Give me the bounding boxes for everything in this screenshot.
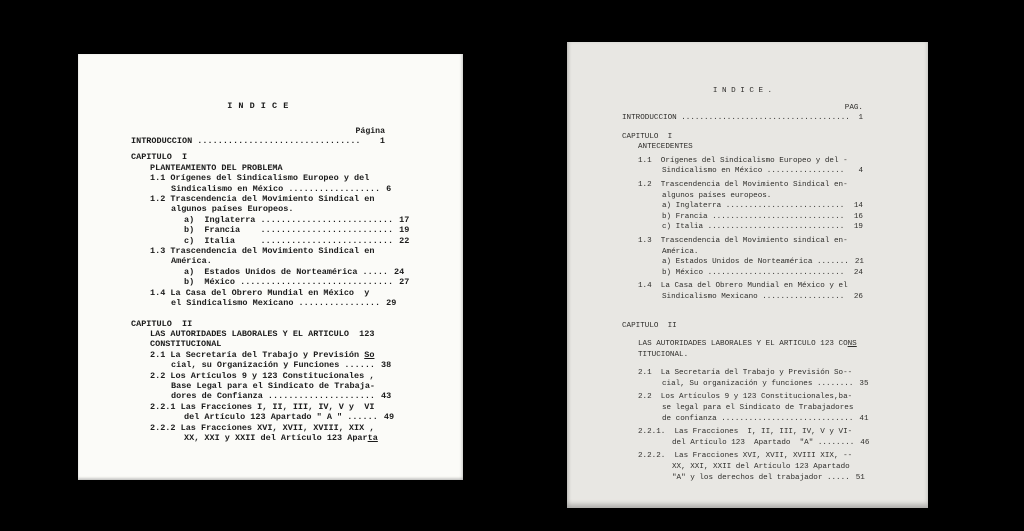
toc-line-text: 1.1 Orígenes del Sindicalismo Europeo y del - bbox=[638, 156, 848, 165]
toc-line bbox=[622, 462, 863, 473]
toc-line-text: América. bbox=[171, 256, 212, 267]
toc-line bbox=[622, 156, 863, 167]
toc-line-text: 1.2 Trascendencia del Movimiento Sindical en- bbox=[638, 180, 848, 189]
right-page-column-label: PAG. bbox=[844, 104, 863, 112]
toc-line bbox=[131, 173, 385, 183]
toc-line-text: cial, Su organización y funciones ........ bbox=[662, 379, 854, 388]
toc-line bbox=[622, 257, 863, 268]
toc-page-number: 49 bbox=[383, 412, 395, 423]
toc-page-number: 27 bbox=[399, 277, 410, 288]
toc-line-text: CAPITULO II bbox=[622, 321, 677, 330]
toc-line bbox=[131, 319, 385, 329]
toc-line-text: 2.2 Los Artículos 9 y 123 Constitucionales , bbox=[150, 370, 375, 381]
toc-line bbox=[622, 268, 863, 279]
toc-line bbox=[622, 392, 863, 403]
toc-page-number: 16 bbox=[853, 212, 863, 221]
toc-page-number: 24 bbox=[853, 268, 863, 277]
toc-line-text: LAS AUTORIDADES LABORALES Y EL ARTICULO 123 CO bbox=[638, 340, 848, 349]
toc-line-text: a) Estados Unidos de Norteamérica ....... bbox=[662, 258, 849, 267]
toc-line bbox=[622, 132, 863, 143]
toc-line-underlined-suffix: NS bbox=[847, 340, 857, 349]
toc-line-text: INTRODUCCION ..................................... bbox=[622, 114, 850, 122]
toc-line-text: b) México .............................. bbox=[662, 268, 845, 277]
toc-line bbox=[131, 350, 385, 360]
toc-line-text: ANTECEDENTES bbox=[638, 143, 693, 152]
toc-line bbox=[622, 451, 863, 462]
toc-line-text: algunos países Europeos. bbox=[171, 204, 294, 215]
toc-line-text: Base Legal para el Sindicato de Trabaja- bbox=[171, 380, 376, 391]
toc-page-number: 1 bbox=[379, 136, 385, 146]
toc-line bbox=[131, 329, 385, 339]
toc-line-text: Sindicalismo en México .................. bbox=[171, 183, 381, 194]
right-page-toc bbox=[622, 113, 870, 483]
toc-line bbox=[622, 113, 863, 124]
toc-page-number: 19 bbox=[853, 223, 863, 232]
toc-line-text: a) Estados Unidos de Norteamérica ..... bbox=[184, 266, 389, 277]
toc-line-text: 2.2.1 Las Fracciones I, II, III, IV, V y VI bbox=[150, 401, 375, 412]
toc-line bbox=[622, 339, 863, 350]
toc-line bbox=[622, 368, 863, 379]
toc-line bbox=[131, 246, 385, 256]
toc-page-number: 38 bbox=[381, 360, 392, 371]
toc-line-text: 2.2.1. Las Fracciones I, II, III, IV, V y VI- bbox=[638, 428, 853, 437]
toc-line-text: b) Francia .......................... bbox=[184, 225, 394, 236]
toc-page-number: 46 bbox=[860, 438, 870, 447]
toc-page-number: 26 bbox=[853, 292, 863, 301]
toc-line bbox=[131, 391, 392, 402]
left-page-toc bbox=[131, 136, 410, 443]
toc-line-text: a) Inglaterra .......................... bbox=[662, 202, 845, 211]
toc-line-text: XX, XXI, XXII del Artículo 123 Apartado bbox=[672, 463, 850, 472]
toc-line bbox=[131, 194, 385, 204]
toc-line-text: del Artículo 123 Apartado "A" ........ bbox=[672, 438, 855, 447]
toc-page-number: 14 bbox=[853, 202, 863, 211]
toc-page-number: 24 bbox=[394, 266, 405, 277]
toc-line-text: c) Italia .............................. bbox=[662, 223, 845, 232]
toc-line-text: 1.2 Trascendencia del Movimiento Sindical en bbox=[150, 194, 375, 205]
toc-line bbox=[622, 403, 863, 414]
toc-page-number: 6 bbox=[386, 183, 392, 194]
toc-line bbox=[131, 235, 410, 246]
toc-line-text: b) México .............................. bbox=[184, 277, 394, 288]
right-page-content bbox=[622, 87, 870, 483]
toc-line-text: CONSTITUCIONAL bbox=[150, 339, 222, 350]
toc-line bbox=[622, 222, 863, 233]
toc-line bbox=[622, 166, 863, 177]
toc-line bbox=[131, 136, 385, 146]
left-page-title: I N D I C E bbox=[227, 101, 289, 111]
toc-page-number: 1 bbox=[858, 114, 863, 122]
toc-page-number: 41 bbox=[859, 414, 869, 423]
toc-line bbox=[622, 414, 869, 425]
toc-line-text: algunos países europeos. bbox=[662, 191, 772, 200]
toc-line-text: TITUCIONAL. bbox=[638, 350, 689, 359]
toc-line bbox=[622, 212, 863, 223]
toc-line bbox=[622, 236, 863, 247]
toc-line bbox=[131, 381, 385, 391]
toc-line bbox=[131, 339, 385, 349]
toc-line-text: 2.1 La Secretaría del Trabajo y Previsión bbox=[150, 349, 365, 360]
toc-line bbox=[622, 191, 863, 202]
toc-line bbox=[131, 360, 392, 371]
toc-line bbox=[131, 402, 385, 412]
toc-line bbox=[131, 371, 385, 381]
toc-line-text: dores de Confianza ..................... bbox=[171, 391, 376, 402]
toc-line-text: INTRODUCCION ................................ bbox=[131, 136, 361, 146]
toc-line-text: CAPITULO II bbox=[131, 318, 193, 329]
toc-line bbox=[622, 379, 869, 390]
toc-line bbox=[131, 225, 410, 236]
toc-line-underlined-suffix: So bbox=[364, 349, 375, 360]
toc-line-text: 1.4 La Casa del Obrero Mundial en México y bbox=[150, 287, 370, 298]
toc-page-number: 22 bbox=[399, 235, 410, 246]
toc-line bbox=[131, 288, 385, 298]
toc-line-text: Sindicalismo Mexicano .................. bbox=[662, 292, 845, 301]
toc-line bbox=[131, 163, 385, 173]
toc-line bbox=[131, 152, 385, 162]
toc-line bbox=[622, 438, 870, 449]
right-page-title: I N D I C E . bbox=[712, 87, 773, 95]
toc-line bbox=[131, 266, 405, 277]
toc-line bbox=[622, 201, 863, 212]
toc-line-text: 2.1 La Secretaría del Trabajo y Previsión So-- bbox=[638, 369, 853, 378]
toc-line-text: el Sindicalismo Mexicano ................ bbox=[171, 298, 381, 309]
toc-line-underlined-suffix: ta bbox=[367, 432, 378, 443]
toc-line bbox=[622, 180, 863, 191]
toc-page-number: 43 bbox=[381, 391, 392, 402]
toc-line bbox=[131, 183, 392, 194]
left-page-column-label: Página bbox=[355, 127, 385, 136]
toc-line-text: a) Inglaterra .......................... bbox=[184, 214, 394, 225]
toc-line bbox=[622, 427, 863, 438]
toc-line-text: del Artículo 123 Apartado " A " ...... bbox=[184, 412, 378, 423]
right-document-page bbox=[567, 42, 928, 508]
toc-line bbox=[131, 433, 385, 443]
toc-line-text: Sindicalismo en México ................. bbox=[662, 167, 845, 176]
toc-line-text: 2.2.2 Las Fracciones XVI, XVII, XVIII, XIX , bbox=[150, 422, 375, 433]
toc-line-text: 2.2 Los Artículos 9 y 123 Constitucionales,ba- bbox=[638, 393, 853, 402]
toc-line bbox=[622, 142, 863, 153]
toc-line bbox=[131, 204, 385, 214]
toc-line bbox=[131, 214, 410, 225]
toc-line-text: c) Italia .......................... bbox=[184, 235, 394, 246]
toc-line bbox=[131, 412, 395, 423]
toc-page-number: 17 bbox=[399, 214, 410, 225]
toc-line bbox=[622, 292, 863, 303]
toc-page-number: 51 bbox=[855, 473, 865, 482]
toc-line bbox=[131, 298, 397, 309]
toc-line-text: "A" y los derechos del trabajador ..... bbox=[672, 473, 850, 482]
toc-page-number: 29 bbox=[386, 298, 397, 309]
toc-line-text: 1.1 Orígenes del Sindicalismo Europeo y del bbox=[150, 173, 370, 184]
toc-line bbox=[622, 321, 863, 332]
toc-line-text: LAS AUTORIDADES LABORALES Y EL ARTICULO 123 bbox=[150, 328, 375, 339]
toc-line-text: CAPITULO I bbox=[131, 152, 188, 163]
toc-line-text: XX, XXI y XXII del Artículo 123 Apar bbox=[184, 432, 368, 443]
toc-line-text: 1.4 La Casa del Obrero Mundial en México y el bbox=[638, 282, 848, 291]
toc-page-number: 4 bbox=[858, 167, 863, 176]
toc-line-text: b) Francia ............................. bbox=[662, 212, 845, 221]
left-document-page bbox=[78, 54, 463, 480]
toc-page-number: 19 bbox=[399, 225, 410, 236]
toc-line bbox=[622, 350, 863, 361]
toc-line bbox=[622, 281, 863, 292]
toc-line-text: América. bbox=[662, 247, 699, 256]
toc-line-text: cial, su Organización y Funciones ...... bbox=[171, 360, 376, 371]
toc-line bbox=[622, 247, 863, 258]
toc-page-number: 21 bbox=[854, 258, 864, 267]
toc-line bbox=[131, 423, 385, 433]
toc-line-text: de confianza ............................. bbox=[662, 414, 854, 423]
toc-line-text: 1.3 Trascendencia del Movimiento Sindical en bbox=[150, 246, 375, 257]
toc-line-text: PLANTEAMIENTO DEL PROBLEMA bbox=[150, 162, 283, 173]
toc-line-text: se legal para el Sindicato de Trabajadores bbox=[662, 404, 854, 413]
toc-line bbox=[622, 473, 863, 484]
toc-line-text: 1.3 Trascendencia del Movimiento sindical en- bbox=[638, 236, 848, 245]
toc-line-text: CAPITULO I bbox=[622, 132, 673, 141]
toc-line bbox=[131, 277, 410, 288]
toc-line-text: 2.2.2. Las Fracciones XVI, XVII, XVIII XIX, -- bbox=[638, 452, 853, 461]
toc-line bbox=[131, 256, 385, 266]
toc-page-number: 35 bbox=[859, 379, 869, 388]
left-page-content bbox=[131, 101, 410, 443]
